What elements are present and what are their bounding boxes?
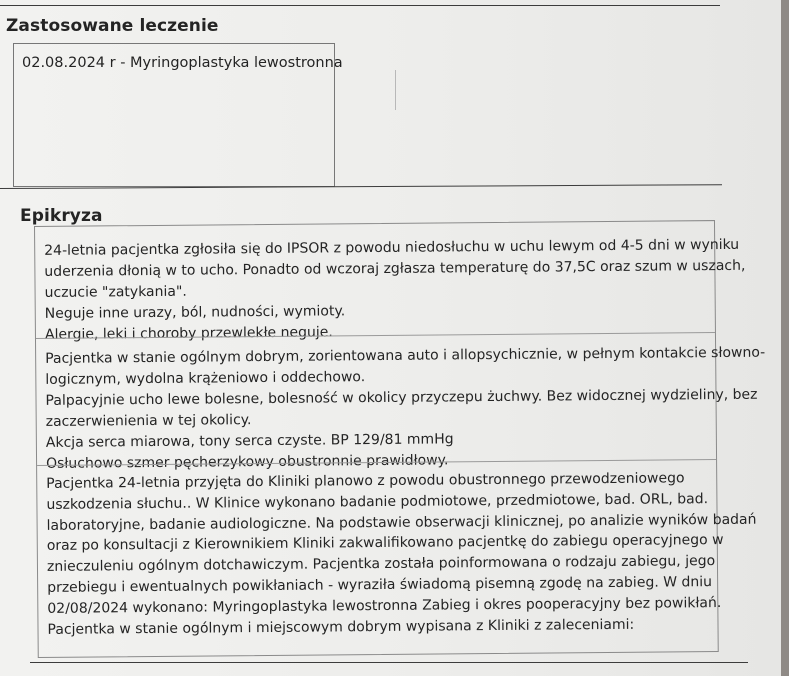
epicrisis-heading: Epikryza	[20, 206, 103, 226]
interview-line: uderzenia dłonią w to ucho. Ponadto od wczoraj zgłasza temperaturę do 37,5C oraz szum w uszach,	[44, 257, 746, 280]
treatment-entry: 02.08.2024 r - Myringoplastyka lewostronna	[22, 55, 343, 71]
course-line: Pacjentka 24-letnia przyjęta do Kliniki planowo z powodu obustronnego przewodzeniowego	[46, 470, 685, 492]
examination-line: Akcja serca miarowa, tony serca czyste. BP 129/81 mmHg	[45, 431, 454, 451]
interview-line: Alergie, leki i choroby przewlekłe neguje.	[44, 324, 333, 343]
interview-line: 24-letnia pacjentka zgłosiła się do IPSOR z powodu niedosłuchu w uchu lewym od 4-5 dni w wyniku	[44, 236, 740, 259]
examination-line: Osłuchowo szmer pęcherzykowy obustronnie prawidłowy.	[46, 452, 449, 472]
examination-line: zaczerwienienia w tej okolicy.	[45, 412, 252, 430]
course-line: 02/08/2024 wykonano: Myringoplastyka lewostronna Zabieg i okres pooperacyjny bez powikłań.	[47, 594, 722, 617]
examination-line: Pacjentka w stanie ogólnym dobrym, zorientowana auto i allopsychicznie, w pełnym kontakcie słowno-	[45, 344, 766, 367]
epicrisis-interview-section	[35, 221, 746, 343]
epicrisis-box	[34, 220, 766, 658]
course-line: Pacjentka w stanie ogólnym i miejscowym dobrym wypisana z Kliniki z zaleceniami:	[47, 616, 635, 638]
course-line: laboratoryjne, badanie audiologiczne. Na podstawie obserwacji klinicznej, po analizie wyników badań	[46, 511, 757, 534]
examination-line: logicznym, wydolna krążeniowo i oddechowo.	[45, 369, 366, 388]
examination-line: Palpacyjnie ucho lewe bolesne, bolesność w okolicy przyczepu żuchwy. Bez widocznej wydzieliny, bez	[45, 386, 758, 409]
treatment-heading: Zastosowane leczenie	[6, 16, 219, 36]
course-line: przebiegu i ewentualnych powikłaniach - wyraziła świadomą pisemną zgodę na zabieg. W dniu	[47, 574, 713, 596]
course-line: oraz po konsultacji z Kierownikiem Kliniki zakwalifikowano pacjentkę do zabiegu operacyjnego w	[46, 532, 724, 555]
course-line: uszkodzenia słuchu.. W Klinice wykonano badanie podmiotowe, przedmiotowe, bad. ORL, bad.	[46, 490, 709, 513]
course-line: znieczuleniu ogólnym dotchawiczym. Pacjentka została poinformowana o rodzaju zabiegu, jego	[46, 553, 716, 576]
treatment-box	[13, 43, 343, 187]
interview-line: Neguje inne urazy, ból, nudności, wymioty.	[44, 303, 346, 322]
epicrisis-examination-section	[36, 332, 766, 472]
bottom-rule	[30, 662, 748, 663]
pen-mark	[395, 70, 396, 110]
interview-line: uczucie "zatykania".	[44, 283, 187, 301]
top-rule	[0, 5, 720, 6]
epicrisis-course-section	[37, 459, 757, 659]
